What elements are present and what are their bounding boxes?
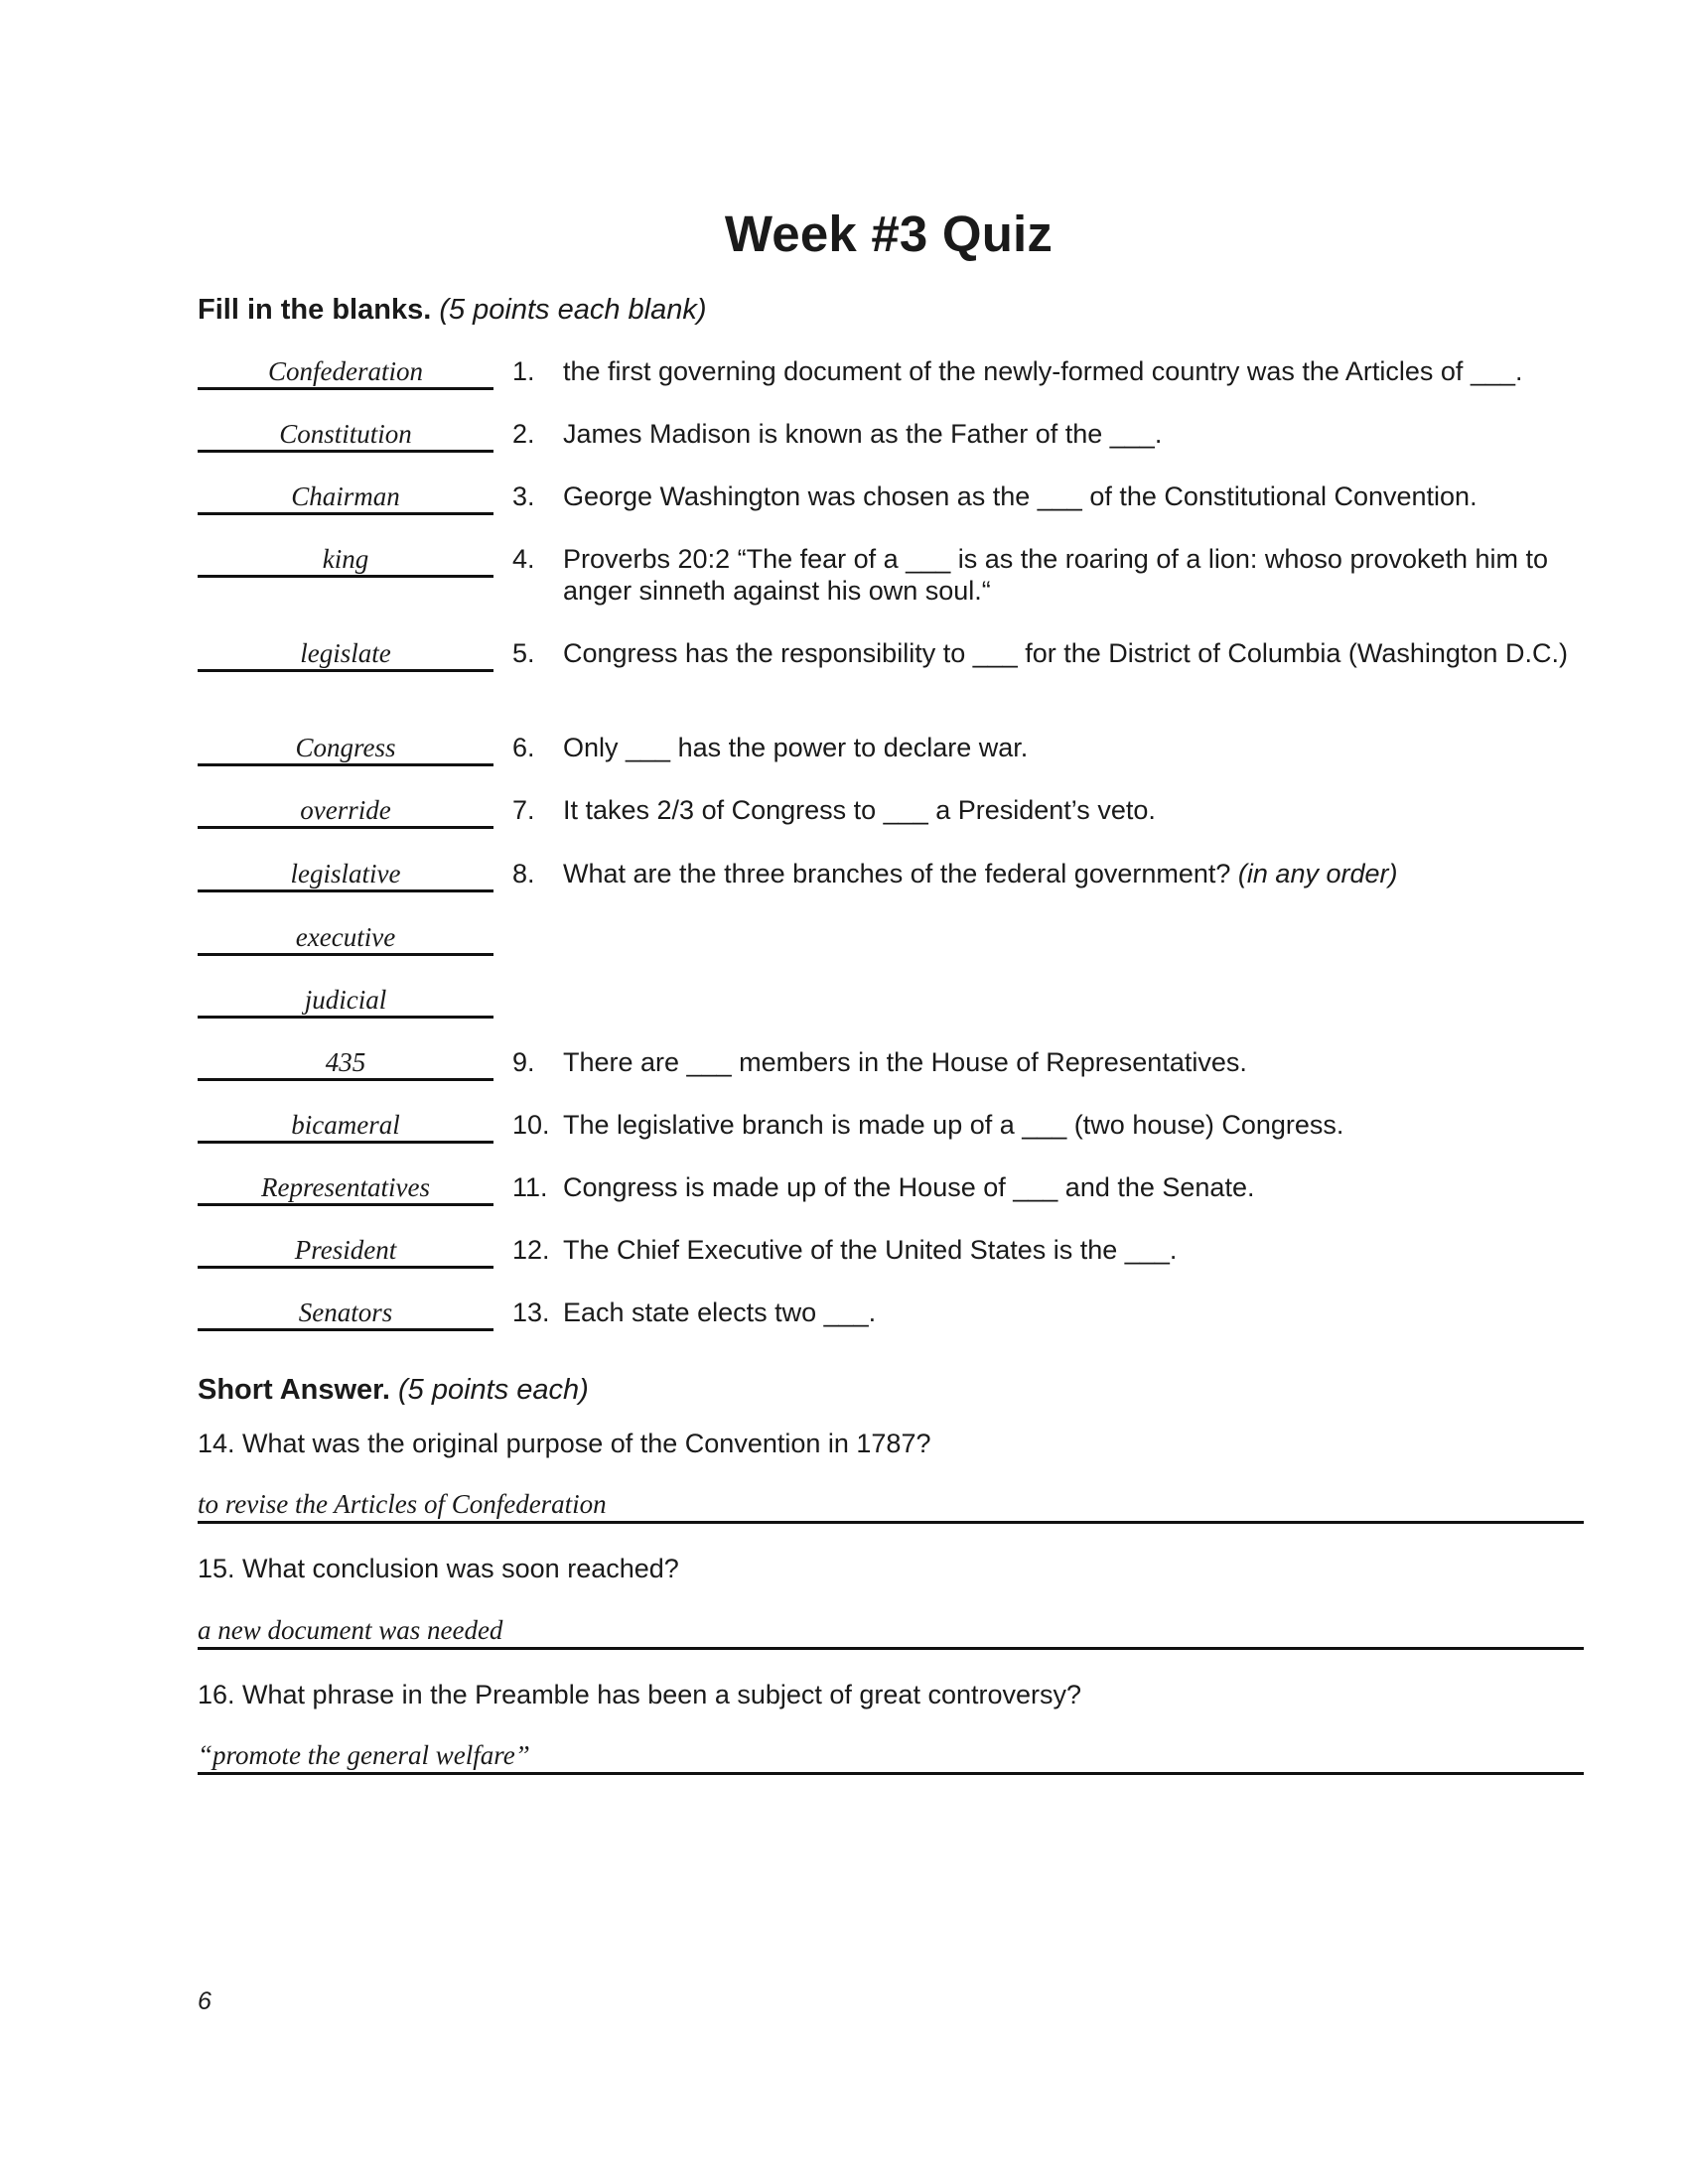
question-text: the first governing document of the newly-formed country was the Articles of ___. (563, 356, 1523, 386)
question-note: (in any order) (1237, 859, 1398, 888)
question-text: The legislative branch is made up of a ___ (two house) Congress. (563, 1110, 1344, 1140)
question-number: 12. (512, 1235, 550, 1265)
question-number: 11. (512, 1172, 548, 1202)
fill-in-row (0, 794, 1688, 834)
short-answer-question: 15. What conclusion was soon reached? (198, 1554, 679, 1583)
fill-in-row (0, 418, 1688, 458)
answer-blank[interactable]: executive (198, 921, 493, 956)
answer-blank[interactable]: Representatives (198, 1171, 493, 1206)
fill-in-row (0, 1171, 1688, 1211)
question-text: Only ___ has the power to declare war. (563, 733, 1029, 762)
fill-in-points: (5 points each blank) (439, 294, 707, 326)
fill-in-row (0, 1109, 1688, 1149)
question-number: 10. (512, 1110, 550, 1140)
question-number: 4. (512, 544, 535, 574)
answer-blank[interactable]: judicial (198, 984, 493, 1019)
short-answer-line[interactable]: a new document was needed (198, 1613, 1584, 1650)
question-text: There are ___ members in the House of Representatives. (563, 1047, 1247, 1077)
fill-in-row (0, 858, 1688, 897)
question-number: 6. (512, 733, 535, 762)
fill-in-row (0, 637, 1688, 677)
short-answer-question: 16. What phrase in the Preamble has been a subject of great controversy? (198, 1680, 1082, 1709)
question-text: The Chief Executive of the United States is the ___. (563, 1235, 1178, 1265)
fill-in-heading (198, 294, 707, 327)
fill-in-row (0, 355, 1688, 395)
question-text: James Madison is known as the Father of the ___. (563, 419, 1163, 449)
answer-blank[interactable]: Confederation (198, 355, 493, 390)
page-number: 6 (198, 1987, 211, 2015)
question-number: 3. (512, 481, 535, 511)
fill-in-row (0, 984, 1688, 1024)
answer-blank[interactable]: Chairman (198, 480, 493, 515)
question-text: Each state elects two ___. (563, 1297, 877, 1327)
question-number: 2. (512, 419, 535, 449)
short-answer-points: (5 points each) (397, 1374, 589, 1406)
question-text: It takes 2/3 of Congress to ___ a President’s veto. (563, 795, 1156, 825)
question-text (563, 858, 1586, 889)
question-number: 1. (512, 356, 535, 386)
question-number: 7. (512, 795, 535, 825)
answer-blank[interactable]: king (198, 543, 493, 578)
answer-blank[interactable]: 435 (198, 1046, 493, 1081)
answer-blank[interactable]: override (198, 794, 493, 829)
answer-blank[interactable]: President (198, 1234, 493, 1269)
fill-in-row (0, 921, 1688, 961)
short-answer-heading (198, 1374, 589, 1407)
fill-in-heading-label: Fill in the blanks. (198, 294, 432, 326)
question-number: 5. (512, 638, 535, 668)
answer-blank[interactable]: legislative (198, 858, 493, 892)
question-text-main: What are the three branches of the federal government? (563, 859, 1231, 888)
short-answer-heading-label: Short Answer. (198, 1374, 390, 1406)
answer-blank[interactable]: Senators (198, 1297, 493, 1331)
answer-blank[interactable]: legislate (198, 637, 493, 672)
fill-in-row (0, 480, 1688, 520)
short-answer-line[interactable]: to revise the Articles of Confederation (198, 1487, 1584, 1524)
fill-in-row (0, 1297, 1688, 1336)
question-text: George Washington was chosen as the ___ of the Constitutional Convention. (563, 481, 1477, 511)
page-title: Week #3 Quiz (724, 205, 1054, 262)
fill-in-row (0, 1046, 1688, 1086)
short-answer-line[interactable]: “promote the general welfare” (198, 1738, 1584, 1775)
question-text: Congress has the responsibility to ___ for the District of Columbia (Washington D.C.) (563, 638, 1568, 668)
answer-blank[interactable]: Congress (198, 732, 493, 766)
fill-in-row (0, 1234, 1688, 1274)
question-text: Congress is made up of the House of ___ and the Senate. (563, 1172, 1255, 1202)
question-number: 9. (512, 1047, 535, 1077)
question-number: 13. (512, 1297, 550, 1327)
fill-in-row (0, 543, 1688, 606)
question-text: Proverbs 20:2 “The fear of a ___ is as the roaring of a lion: whoso provoketh him to anger sinneth against his own soul.“ (563, 544, 1549, 606)
fill-in-row (0, 732, 1688, 771)
answer-blank[interactable]: Constitution (198, 418, 493, 453)
short-answer-question: 14. What was the original purpose of the Convention in 1787? (198, 1429, 931, 1458)
question-number: 8. (512, 859, 535, 888)
answer-blank[interactable]: bicameral (198, 1109, 493, 1144)
